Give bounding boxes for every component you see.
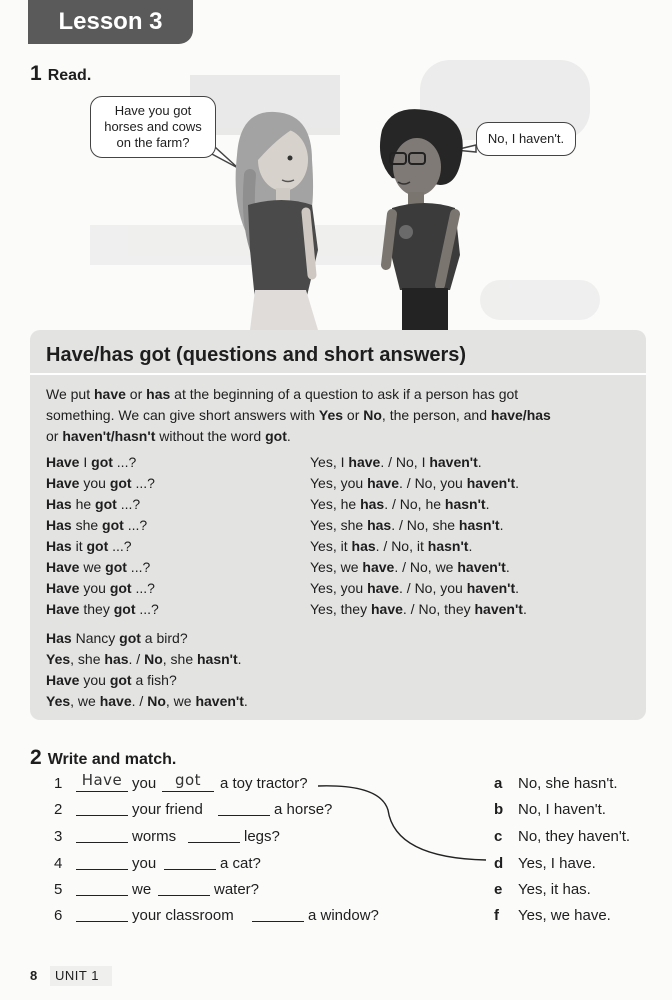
- answer-row: [310, 536, 640, 557]
- example-row: [46, 670, 446, 691]
- item-text: a window?: [308, 907, 379, 924]
- item-5-blank-1[interactable]: [76, 879, 128, 896]
- text-segment: Yes, she: [310, 517, 368, 533]
- example-row: [46, 691, 446, 712]
- children-illustration: [0, 0, 672, 340]
- text-segment: . / No, I: [380, 454, 430, 470]
- text-segment: Nancy: [71, 630, 120, 646]
- item-number: 3: [54, 828, 63, 845]
- answer-letter: e: [494, 881, 503, 898]
- text-segment: .: [515, 475, 520, 491]
- answer-letter: f: [494, 907, 499, 924]
- text-segment: . /: [131, 693, 148, 709]
- bold-segment: have: [362, 559, 395, 575]
- text-segment: Yes, I: [310, 454, 349, 470]
- bold-segment: Yes: [46, 693, 71, 709]
- bold-segment: got: [109, 475, 132, 491]
- text-segment: . / No, we: [394, 559, 458, 575]
- page-number: 8: [30, 968, 38, 983]
- item-text: a cat?: [220, 855, 261, 872]
- boy-speech-bubble: [476, 122, 576, 156]
- bold-segment: have: [348, 454, 381, 470]
- bold-segment: Yes: [46, 651, 71, 667]
- item-text: legs?: [244, 828, 280, 845]
- text-segment: .: [515, 580, 520, 596]
- item-text: you: [132, 775, 157, 792]
- bold-segment: haven't: [466, 580, 516, 596]
- item-text: a horse?: [274, 801, 333, 818]
- text-segment: he: [71, 496, 96, 512]
- text-segment: you: [79, 580, 110, 596]
- bold-segment: Have: [46, 672, 80, 688]
- bold-segment: Have: [46, 580, 80, 596]
- text-segment: Yes, it: [310, 538, 352, 554]
- answer-text: Yes, it has.: [518, 881, 591, 898]
- unit-label: UNIT 1: [55, 968, 99, 983]
- bold-segment: Has: [46, 538, 72, 554]
- boy-bubble-text: No, I haven't.: [487, 131, 565, 146]
- answer-row: [310, 494, 640, 515]
- item-number: 6: [54, 907, 63, 924]
- item-number: 5: [54, 881, 63, 898]
- item-text: your classroom: [132, 907, 234, 924]
- bold-segment: Have: [46, 475, 80, 491]
- text-segment: or: [343, 407, 364, 423]
- answer-text: No, they haven't.: [518, 828, 631, 845]
- text-segment: or: [125, 386, 147, 402]
- bold-segment: haven't: [474, 601, 523, 617]
- bold-segment: Have: [46, 601, 80, 617]
- item-6-blank-1[interactable]: [76, 905, 128, 922]
- grammar-rule-text: [46, 384, 636, 447]
- text-segment: ...?: [112, 454, 137, 470]
- ex2-heading: [30, 746, 176, 770]
- answer-text: Yes, I have.: [518, 855, 596, 872]
- text-segment: . / No, she: [391, 517, 459, 533]
- text-segment: . / No, he: [384, 496, 445, 512]
- girl-bubble-line: Have you got: [114, 103, 192, 118]
- text-segment: . /: [128, 651, 145, 667]
- bold-segment: haven't: [195, 693, 244, 709]
- ex2-instruction: Write and match.: [47, 751, 177, 768]
- item-number: 2: [54, 801, 63, 818]
- text-segment: .: [505, 559, 510, 575]
- question-row: [46, 578, 296, 599]
- grammar-divider: [30, 373, 646, 375]
- text-segment: I: [79, 454, 92, 470]
- answer-letter: c: [494, 828, 503, 845]
- question-row: [46, 452, 296, 473]
- bold-segment: got: [105, 559, 127, 575]
- bold-segment: Has: [46, 496, 72, 512]
- text-segment: .: [237, 651, 242, 667]
- bold-segment: No: [144, 651, 163, 667]
- girl-speech-bubble: [90, 96, 216, 158]
- text-segment: Yes, you: [310, 580, 368, 596]
- text-segment: , we: [165, 693, 196, 709]
- item-text: you: [132, 855, 157, 872]
- bold-segment: have: [367, 580, 400, 596]
- question-row: [46, 536, 296, 557]
- bold-segment: Yes: [318, 407, 344, 423]
- boy-figure: [380, 109, 463, 330]
- bold-segment: Have: [46, 559, 80, 575]
- text-segment: We put: [46, 386, 94, 402]
- text-segment: .: [477, 454, 482, 470]
- answer-row: [310, 557, 640, 578]
- text-segment: Yes, they: [310, 601, 371, 617]
- question-row: [46, 557, 296, 578]
- item-5-blank-2[interactable]: [158, 879, 210, 896]
- bold-segment: has: [104, 651, 129, 667]
- text-segment: , we: [70, 693, 100, 709]
- answer-text: No, she hasn't.: [518, 775, 618, 792]
- answer-row: [310, 578, 640, 599]
- bold-segment: No: [147, 693, 166, 709]
- bold-segment: has: [367, 517, 392, 533]
- answer-letter: d: [494, 855, 504, 872]
- text-segment: ...?: [123, 517, 148, 533]
- bold-segment: have: [94, 386, 126, 402]
- text-segment: Yes, he: [310, 496, 361, 512]
- text-segment: .: [485, 496, 490, 512]
- bold-segment: got: [91, 454, 113, 470]
- bold-segment: has: [351, 538, 376, 554]
- answer-letter: b: [494, 801, 504, 818]
- text-segment: they: [79, 601, 114, 617]
- text-segment: . / No, it: [375, 538, 428, 554]
- lesson-title: Lesson 3: [58, 8, 163, 35]
- item-text: worms: [132, 828, 177, 845]
- text-segment: a fish?: [131, 672, 177, 688]
- grammar-title: Have/has got (questions and short answers): [46, 344, 467, 366]
- rule-line: [46, 384, 636, 405]
- bold-segment: have: [367, 475, 400, 491]
- text-segment: without the word: [155, 428, 266, 444]
- bold-segment: haven't: [466, 475, 516, 491]
- bold-segment: haven't: [429, 454, 478, 470]
- question-column: [46, 452, 296, 620]
- bold-segment: got: [109, 672, 132, 688]
- bold-segment: No: [363, 407, 382, 423]
- bold-segment: got: [86, 538, 109, 554]
- bold-segment: hasn't: [444, 496, 486, 512]
- bold-segment: got: [95, 496, 117, 512]
- text-segment: you: [79, 672, 110, 688]
- text-segment: a bird?: [140, 630, 188, 646]
- answer-column: [310, 452, 640, 620]
- girl-figure: [236, 112, 318, 330]
- girl-bubble-line: horses and cows: [104, 119, 202, 134]
- bold-segment: got: [113, 601, 136, 617]
- text-segment: .: [243, 693, 248, 709]
- answer-letter: a: [494, 775, 503, 792]
- ex2-number: 2: [30, 746, 42, 769]
- bold-segment: Has: [46, 517, 72, 533]
- text-segment: something. We can give short answers with: [46, 407, 319, 423]
- item-number: 4: [54, 855, 63, 872]
- question-row: [46, 515, 296, 536]
- text-segment: , she: [162, 651, 197, 667]
- ex1-instruction: Read.: [47, 67, 92, 84]
- grammar-examples: [46, 628, 446, 712]
- answer-row: [310, 473, 640, 494]
- text-segment: . / No, you: [399, 475, 467, 491]
- bold-segment: got: [102, 517, 124, 533]
- bold-segment: haven't/hasn't: [62, 428, 156, 444]
- text-segment: .: [286, 428, 291, 444]
- text-segment: ...?: [131, 580, 155, 596]
- item-text: water?: [214, 881, 260, 898]
- rule-line: [46, 426, 636, 447]
- girl-bubble-line: on the farm?: [116, 135, 190, 150]
- bold-segment: has: [146, 386, 171, 402]
- bold-segment: Have: [46, 454, 80, 470]
- text-segment: ...?: [135, 601, 159, 617]
- answer-row: [310, 515, 640, 536]
- bold-segment: hasn't: [458, 517, 500, 533]
- answer-text: No, I haven't.: [518, 801, 606, 818]
- text-segment: ...?: [126, 559, 151, 575]
- example-row: [46, 649, 446, 670]
- item-text: a toy tractor?: [220, 775, 308, 792]
- rule-line: [46, 405, 636, 426]
- text-segment: ...?: [131, 475, 155, 491]
- text-segment: Yes, we: [310, 559, 363, 575]
- text-segment: .: [468, 538, 473, 554]
- bold-segment: Has: [46, 630, 72, 646]
- example-row: [46, 628, 446, 649]
- bold-segment: have: [99, 693, 132, 709]
- item-text: your friend: [132, 801, 203, 818]
- item-6-blank-2[interactable]: [252, 905, 304, 922]
- item-1-answer-1: Have: [81, 771, 123, 789]
- bold-segment: got: [109, 580, 132, 596]
- text-segment: Yes, you: [310, 475, 368, 491]
- answer-text: Yes, we have.: [518, 907, 611, 924]
- text-segment: , the person, and: [381, 407, 491, 423]
- bold-segment: haven't: [457, 559, 506, 575]
- answer-row: [310, 599, 640, 620]
- bold-segment: got: [119, 630, 141, 646]
- ex1-number: 1: [30, 62, 42, 85]
- question-row: [46, 473, 296, 494]
- text-segment: at the beginning of a question to ask if a person has got: [170, 386, 519, 402]
- question-row: [46, 494, 296, 515]
- answer-row: [310, 452, 640, 473]
- item-number: 1: [54, 775, 63, 792]
- item-text: we: [132, 881, 152, 898]
- bold-segment: got: [265, 428, 287, 444]
- bold-segment: have/has: [490, 407, 551, 423]
- text-segment: we: [79, 559, 106, 575]
- text-segment: .: [499, 517, 504, 533]
- text-segment: or: [46, 428, 63, 444]
- text-segment: . / No, they: [402, 601, 475, 617]
- text-segment: . / No, you: [399, 580, 467, 596]
- bold-segment: has: [360, 496, 385, 512]
- text-segment: , she: [70, 651, 105, 667]
- text-segment: ...?: [108, 538, 132, 554]
- text-segment: .: [522, 601, 527, 617]
- text-segment: she: [71, 517, 103, 533]
- bold-segment: hasn't: [427, 538, 469, 554]
- bold-segment: hasn't: [197, 651, 238, 667]
- text-segment: ...?: [116, 496, 141, 512]
- bold-segment: have: [370, 601, 403, 617]
- item-1-answer-2: got: [174, 771, 202, 789]
- text-segment: it: [71, 538, 87, 554]
- text-segment: you: [79, 475, 110, 491]
- question-row: [46, 599, 296, 620]
